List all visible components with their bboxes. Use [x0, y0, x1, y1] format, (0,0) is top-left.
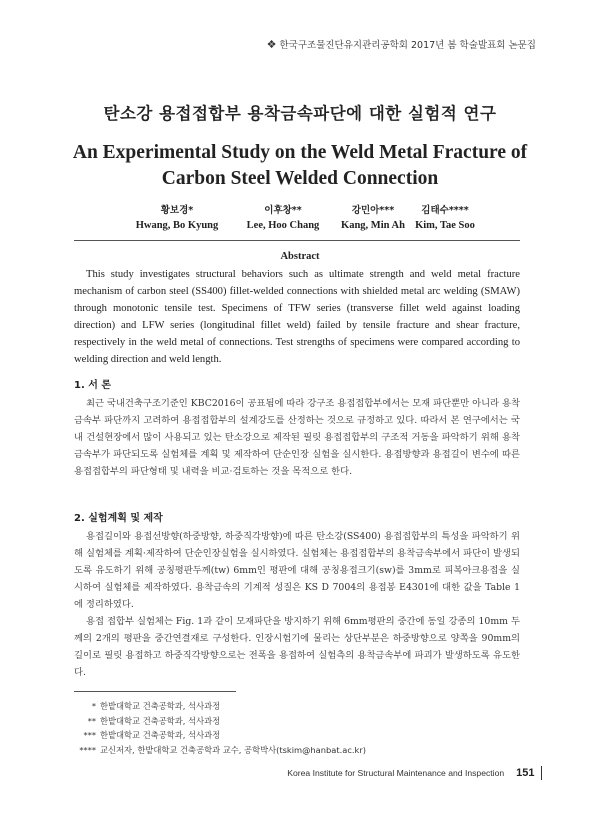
author-name-korean: 황보경* — [160, 205, 194, 216]
footnote-text: 교신저자, 한밭대학교 건축공학과 교수, 공학박사(tskim@hanbat.ac.kr) — [100, 744, 367, 755]
footnote-text: 한밭대학교 건축공학과, 석사과정 — [100, 730, 221, 740]
author-4 — [390, 203, 500, 233]
journal-header-text: 한국구조물진단유지관리공학회 2017년 봄 학술발표회 논문집 — [279, 40, 536, 51]
author-name-english: Kang, Min Ah — [341, 220, 405, 231]
journal-header — [267, 37, 536, 51]
footnote-divider — [74, 691, 236, 692]
divider-line — [74, 240, 520, 241]
section-2-paragraph-1: 용접길이와 용접선방향(하중방향, 하중직각방향)에 따른 탄소강(SS400) 용접접합부의 특성을 파악하기 위해 실험체를 계획·제작하여 단순인장실험을 실시하였다. 실험체는 용접접합부의 용착금속부에서 파단이 발생되도록 유도하기 위해 공칭평판두께(tw) 6mm인 평판에 대해 공칭용접크기(sw)를 3mm로 피복아크용접을 실시하여 실험체를 제작하였다. 용착금속의 기계적 성질은 KS D 7004의 용접봉 E4301에 대한 값을 Table 1에 정리하였다. — [74, 531, 520, 610]
section-1-body: 최근 국내건축구조기준인 KBC2016이 공표됨에 따라 강구조 용접접합부에서는 모재 파단뿐만 아니라 용착금속부 파단까지 고려하여 용접접합부의 설계강도를 산정하는 것으로 규정하고 있다. 따라서 본 연구에서는 국내 건설현장에서 많이 사용되고 있는 탄소강으로 제작된 필릿 용접접합부의 구조적 거동을 파악하기 위해 용착금속부가 파단되도록 실험체를 계획 및 제작하여 단순인장 실험을 실시한다. 용접방향과 용접길이 변수에 따른 용접접합부의 파단형태 및 내력을 비교·검토하는 것을 목적으로 한다. — [74, 398, 520, 477]
footnote-text: 한밭대학교 건축공학과, 석사과정 — [100, 701, 221, 711]
author-name-english: Lee, Hoo Chang — [246, 220, 320, 231]
footer-organization: Korea Institute for Structural Maintenance and Inspection — [287, 768, 505, 778]
footnote-item — [76, 743, 366, 758]
title-english — [0, 140, 600, 192]
footnote-mark: * — [91, 701, 96, 711]
title-korean: 탄소강 용접접합부 용착금속파단에 대한 실험적 연구 — [103, 104, 497, 123]
abstract-heading: Abstract — [280, 251, 320, 262]
author-1 — [122, 203, 232, 233]
page-footer — [287, 766, 542, 780]
footnotes — [76, 699, 366, 757]
page-number: 151 — [516, 767, 535, 779]
abstract-body: This study investigates structural behaviors such as ultimate strength and weld metal fracture mechanism of carbon steel (SS400) fillet-welded connections with shielded metal arc welding (SMAW) through monotonic tensile test. Specimens of TFW series (transverse fillet weld against loading direction) and LFW series (longitudinal fillet weld) failed by tensile fracture and shear fracture, respectively in the weld metal of connections. Test strengths of specimens were compared according to welding direction and weld length. — [74, 269, 520, 365]
footnote-item — [76, 728, 366, 743]
title-english-line2: Carbon Steel Welded Connection — [161, 168, 439, 189]
diamond-bullet-icon: ❖ — [266, 38, 277, 51]
author-name-korean: 강민아*** — [351, 205, 395, 216]
section-2-heading: 2. 실험계획 및 제작 — [74, 513, 163, 524]
section-2-paragraph-2: 용접 접합부 실험체는 Fig. 1과 같이 모재파단을 방지하기 위해 6mm평판의 중간에 동일 강종의 10mm 두께의 2개의 평판을 중간연결재로 구성한다. 인장시험기에 물리는 상단부분은 하중방향으로 양쪽을 90mm의 길이로 필릿 용접하고 하중직각방향으로는 전폭을 용접하여 실험측의 용착금속부에 파괴가 발생하도록 유도한다. — [74, 616, 520, 678]
footnote-item — [76, 714, 366, 729]
author-name-english: Kim, Tae Soo — [415, 220, 475, 231]
author-name-english: Hwang, Bo Kyung — [135, 220, 219, 231]
section-1-heading: 1. 서 론 — [74, 380, 112, 391]
footnote-text: 한밭대학교 건축공학과, 석사과정 — [100, 715, 221, 726]
title-english-line1: An Experimental Study on the Weld Metal Fracture of — [72, 142, 528, 163]
footnote-mark: *** — [83, 730, 96, 740]
author-name-korean: 이후창** — [264, 205, 302, 216]
author-name-korean: 김태수**** — [421, 205, 469, 216]
footnote-mark: **** — [79, 744, 96, 755]
footnote-mark: ** — [87, 715, 96, 726]
footer-bar — [541, 766, 543, 780]
footnote-item — [76, 699, 366, 714]
